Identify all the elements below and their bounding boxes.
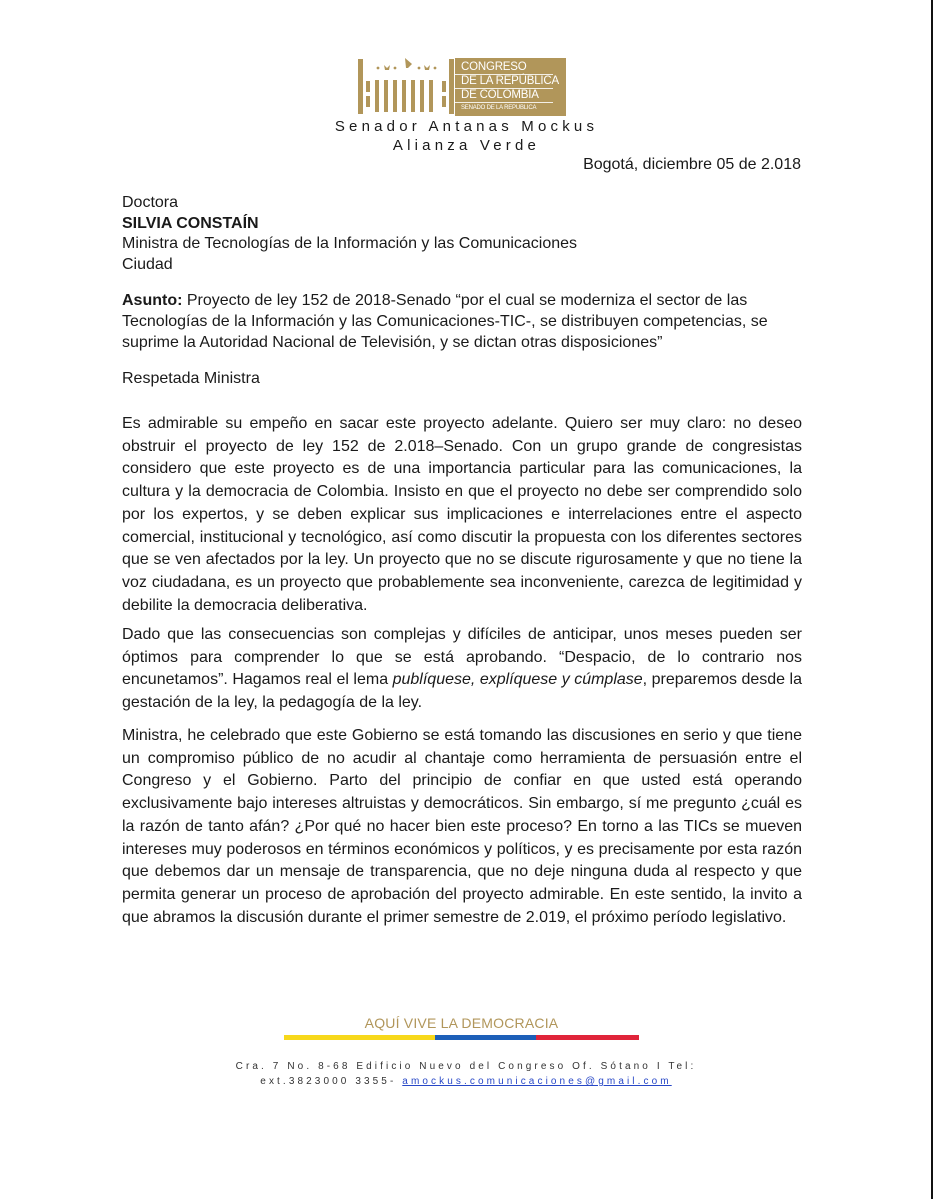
- recipient-name: SILVIA CONSTAÍN: [122, 214, 259, 232]
- congress-logo-text: [455, 58, 566, 116]
- email-link[interactable]: amockus.comunicaciones@gmail.com: [402, 1076, 672, 1087]
- recipient-block: [122, 193, 577, 275]
- congress-logo: [358, 56, 566, 116]
- phone-extension: ext.3823000 3355-: [260, 1076, 403, 1087]
- body-paragraph-1: Es admirable su empeño en sacar este proyecto adelante. Quiero ser muy claro: no deseo obstruir el proyecto de ley 152 de 2.018–Senado. Con un grupo grande de congresistas considero que este proyecto es de una importancia particular para las comunicaciones, la cultura y la democracia de Colombia. Insisto en que el proyecto no debe ser comprendido solo por los expertos, y se deben explicar sus implicaciones e interrelaciones entre el aspecto comercial, institucional y tecnológico, así como discutir la propuesta con los diferentes sectores que se ven afectados por la ley. Un proyecto que no se discute rigurosamente y que no tiene la voz ciudadana, es un proyecto que probablemente sea inconveniente, carezca de legitimidad y debilite la democracia deliberativa.: [122, 415, 802, 614]
- colombia-flag-bar: [284, 1035, 639, 1040]
- senator-name: Senador Antanas Mockus: [334, 118, 599, 135]
- motto-italic: publíquese, explíquese y cúmplase: [392, 671, 643, 689]
- party-name: Alianza Verde: [392, 137, 541, 154]
- letter-date: Bogotá, diciembre 05 de 2.018: [583, 156, 801, 173]
- flag-blue-stripe: [435, 1035, 536, 1040]
- address-line-1: Cra. 7 No. 8-68 Edificio Nuevo del Congreso Of. Sótano I Tel:: [235, 1061, 697, 1072]
- logo-line: SENADO DE LA REPUBLICA: [461, 105, 537, 111]
- greeting: Respetada Ministra: [122, 370, 260, 387]
- body-paragraph-3: Ministra, he celebrado que este Gobierno se está tomando las discusiones en serio y que tiene un compromiso público de no acudir al chantaje como herramienta de persuasión entre el Congreso y el Gobierno. Parto del principio de confiar en que usted está operando exclusivamente bajo intereses altruistas y democráticos. Sin embargo, sí me pregunto ¿cuál es la razón de tanto afán? ¿Por qué no hacer bien este proceso? En torno a las TICs se mueven intereses muy poderosos en términos económicos y políticos, y es precisamente por esta razón que debemos dar un mensaje de transparencia, que no deje ninguna duda al respecto y que permita generar un proceso de aprobación del proyecto admirable. En este sentido, la invito a que abramos la discusión durante el primer semestre de 2.019, el próximo período legislativo.: [122, 727, 802, 926]
- recipient-position: Ministra de Tecnologías de la Información y las Comunicaciones: [122, 235, 578, 252]
- address-line-2: [160, 1074, 772, 1089]
- recipient-city: Ciudad: [122, 255, 173, 273]
- paragraph-text: , preparemos desde la gestación de la ley, la pedagogía de la ley.: [122, 671, 803, 712]
- logo-line: DE COLOMBIA: [455, 89, 553, 103]
- body-paragraph-2: [122, 624, 802, 715]
- capitol-building-icon: [358, 56, 454, 116]
- subject-label: Asunto:: [122, 292, 183, 309]
- recipient-title: Doctora: [122, 194, 179, 211]
- logo-line: DE LA REPÚBLICA: [455, 75, 553, 89]
- subject-text: Proyecto de ley 152 de 2018-Senado “por el cual se moderniza el sector de las Tecnologías de la Información y las Comunicaciones-TIC-, se distribuyen competencias, se suprime la Autoridad Nacional de Televisión, y se dictan otras disposiciones”: [122, 292, 768, 351]
- footer-slogan: AQUÍ VIVE LA DEMOCRACIA: [364, 1015, 559, 1031]
- paragraph-text: Dado que las consecuencias son complejas y difíciles de anticipar, unos meses pueden ser óptimos para comprender lo que se está aprobando. “Despacio, de lo contrario nos encunetamos”. Hagamos real el lema: [122, 626, 802, 689]
- footer-address: [160, 1059, 772, 1089]
- subject-line: [122, 290, 802, 353]
- flag-yellow-stripe: [284, 1035, 435, 1040]
- logo-line: CONGRESO: [455, 61, 553, 75]
- flag-red-stripe: [536, 1035, 639, 1040]
